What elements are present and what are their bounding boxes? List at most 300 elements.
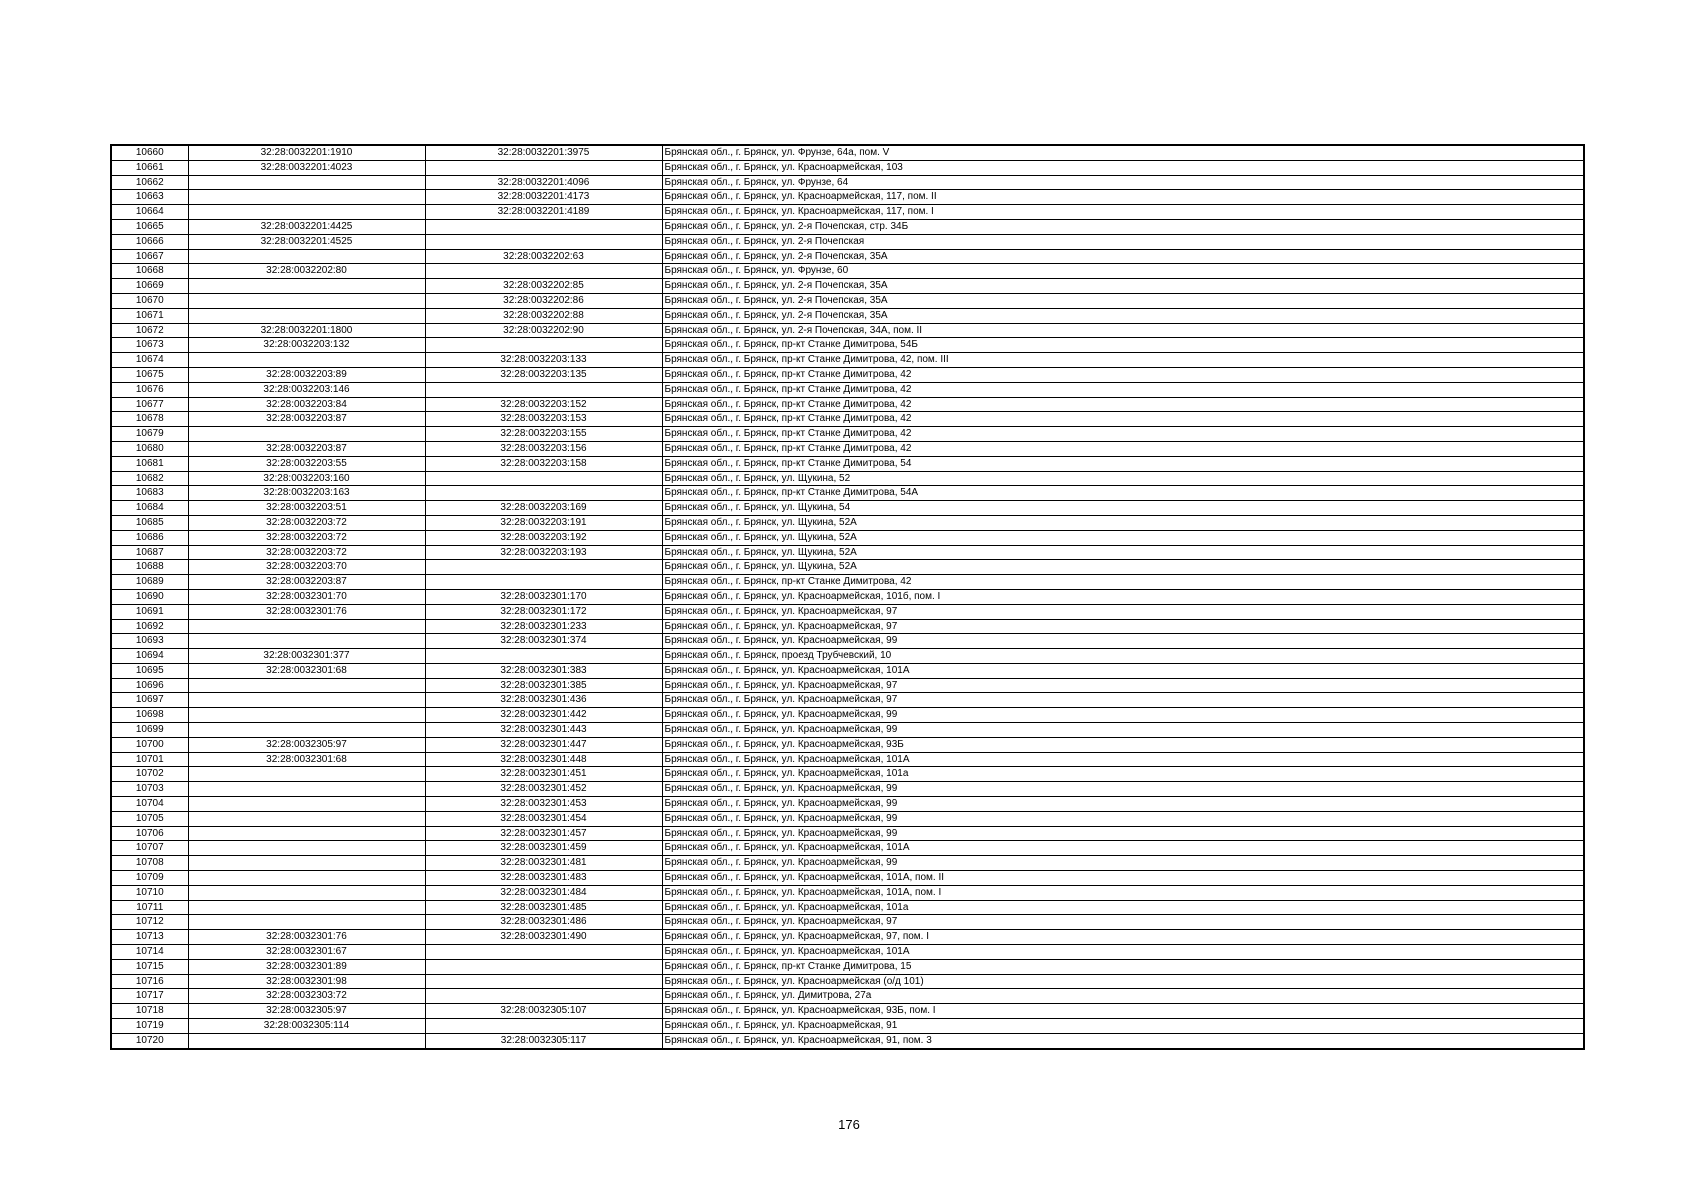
object-cadastral-number-cell: 32:28:0032301:457 [425, 826, 662, 841]
address-cell: Брянская обл., г. Брянск, ул. Фрунзе, 64 [662, 175, 1584, 190]
row-number-cell: 10682 [111, 471, 188, 486]
object-cadastral-number-cell [425, 649, 662, 664]
row-number-cell: 10707 [111, 841, 188, 856]
address-cell: Брянская обл., г. Брянск, ул. Красноармейская, 101А [662, 752, 1584, 767]
registry-table [110, 144, 1585, 1050]
table-row [111, 353, 1584, 368]
row-number-cell: 10689 [111, 575, 188, 590]
address-cell: Брянская обл., г. Брянск, ул. Красноармейская, 99 [662, 708, 1584, 723]
row-number-cell: 10665 [111, 219, 188, 234]
cadastral-number-cell: 32:28:0032203:89 [188, 367, 425, 382]
row-number-cell: 10706 [111, 826, 188, 841]
object-cadastral-number-cell: 32:28:0032203:133 [425, 353, 662, 368]
row-number-cell: 10701 [111, 752, 188, 767]
object-cadastral-number-cell: 32:28:0032301:448 [425, 752, 662, 767]
table-row [111, 826, 1584, 841]
cadastral-number-cell: 32:28:0032305:114 [188, 1019, 425, 1034]
table-row [111, 900, 1584, 915]
address-cell: Брянская обл., г. Брянск, ул. Красноармейская, 99 [662, 826, 1584, 841]
table-row [111, 175, 1584, 190]
table-row [111, 752, 1584, 767]
table-row [111, 456, 1584, 471]
row-number-cell: 10710 [111, 885, 188, 900]
table-row [111, 589, 1584, 604]
object-cadastral-number-cell: 32:28:0032203:135 [425, 367, 662, 382]
cadastral-number-cell: 32:28:0032305:97 [188, 1004, 425, 1019]
object-cadastral-number-cell: 32:28:0032301:443 [425, 723, 662, 738]
row-number-cell: 10678 [111, 412, 188, 427]
object-cadastral-number-cell: 32:28:0032201:4189 [425, 205, 662, 220]
cadastral-number-cell: 32:28:0032301:76 [188, 604, 425, 619]
address-cell: Брянская обл., г. Брянск, ул. Красноармейская, 99 [662, 723, 1584, 738]
row-number-cell: 10700 [111, 737, 188, 752]
cadastral-number-cell: 32:28:0032203:72 [188, 530, 425, 545]
address-cell: Брянская обл., г. Брянск, ул. Красноармейская, 101А [662, 663, 1584, 678]
table-row [111, 367, 1584, 382]
table-row [111, 915, 1584, 930]
address-cell: Брянская обл., г. Брянск, ул. Красноармейская, 101а [662, 767, 1584, 782]
object-cadastral-number-cell: 32:28:0032301:459 [425, 841, 662, 856]
object-cadastral-number-cell [425, 471, 662, 486]
table-row [111, 871, 1584, 886]
cadastral-number-cell [188, 915, 425, 930]
table-row [111, 649, 1584, 664]
row-number-cell: 10662 [111, 175, 188, 190]
cadastral-number-cell [188, 723, 425, 738]
address-cell: Брянская обл., г. Брянск, ул. Красноармейская, 93Б, пом. I [662, 1004, 1584, 1019]
object-cadastral-number-cell: 32:28:0032301:454 [425, 811, 662, 826]
row-number-cell: 10703 [111, 782, 188, 797]
cadastral-number-cell: 32:28:0032301:67 [188, 945, 425, 960]
object-cadastral-number-cell [425, 486, 662, 501]
address-cell: Брянская обл., г. Брянск, пр-кт Станке Димитрова, 42 [662, 427, 1584, 442]
address-cell: Брянская обл., г. Брянск, ул. Красноармейская, 101А, пом. II [662, 871, 1584, 886]
cadastral-number-cell: 32:28:0032201:1800 [188, 323, 425, 338]
row-number-cell: 10672 [111, 323, 188, 338]
object-cadastral-number-cell: 32:28:0032203:191 [425, 515, 662, 530]
registry-table-body [111, 145, 1584, 1049]
table-row [111, 205, 1584, 220]
cadastral-number-cell: 32:28:0032203:163 [188, 486, 425, 501]
row-number-cell: 10671 [111, 308, 188, 323]
cadastral-number-cell: 32:28:0032201:4425 [188, 219, 425, 234]
table-row [111, 782, 1584, 797]
object-cadastral-number-cell: 32:28:0032301:452 [425, 782, 662, 797]
cadastral-number-cell: 32:28:0032301:377 [188, 649, 425, 664]
address-cell: Брянская обл., г. Брянск, ул. 2-я Почепская, 35А [662, 249, 1584, 264]
object-cadastral-number-cell: 32:28:0032203:155 [425, 427, 662, 442]
address-cell: Брянская обл., г. Брянск, пр-кт Станке Димитрова, 54А [662, 486, 1584, 501]
cadastral-number-cell [188, 308, 425, 323]
row-number-cell: 10686 [111, 530, 188, 545]
address-cell: Брянская обл., г. Брянск, ул. Фрунзе, 60 [662, 264, 1584, 279]
table-row [111, 338, 1584, 353]
address-cell: Брянская обл., г. Брянск, пр-кт Станке Димитрова, 54 [662, 456, 1584, 471]
table-row [111, 412, 1584, 427]
object-cadastral-number-cell: 32:28:0032301:374 [425, 634, 662, 649]
cadastral-number-cell: 32:28:0032203:72 [188, 545, 425, 560]
cadastral-number-cell: 32:28:0032201:4023 [188, 160, 425, 175]
table-row [111, 811, 1584, 826]
row-number-cell: 10663 [111, 190, 188, 205]
address-cell: Брянская обл., г. Брянск, ул. Красноармейская, 97 [662, 678, 1584, 693]
address-cell: Брянская обл., г. Брянск, пр-кт Станке Димитрова, 42, пом. III [662, 353, 1584, 368]
table-row [111, 678, 1584, 693]
cadastral-number-cell: 32:28:0032203:87 [188, 575, 425, 590]
object-cadastral-number-cell [425, 560, 662, 575]
object-cadastral-number-cell [425, 264, 662, 279]
table-row [111, 1033, 1584, 1048]
table-row [111, 737, 1584, 752]
cadastral-number-cell: 32:28:0032203:55 [188, 456, 425, 471]
object-cadastral-number-cell: 32:28:0032301:383 [425, 663, 662, 678]
address-cell: Брянская обл., г. Брянск, ул. Щукина, 54 [662, 501, 1584, 516]
object-cadastral-number-cell [425, 945, 662, 960]
object-cadastral-number-cell: 32:28:0032201:3975 [425, 145, 662, 160]
address-cell: Брянская обл., г. Брянск, ул. Красноармейская, 99 [662, 811, 1584, 826]
table-row [111, 959, 1584, 974]
cadastral-number-cell [188, 619, 425, 634]
cadastral-number-cell [188, 249, 425, 264]
cadastral-number-cell [188, 708, 425, 723]
object-cadastral-number-cell: 32:28:0032301:484 [425, 885, 662, 900]
row-number-cell: 10713 [111, 930, 188, 945]
cadastral-number-cell [188, 811, 425, 826]
address-cell: Брянская обл., г. Брянск, ул. Красноармейская, 101А [662, 841, 1584, 856]
row-number-cell: 10679 [111, 427, 188, 442]
cadastral-number-cell [188, 871, 425, 886]
cadastral-number-cell [188, 190, 425, 205]
row-number-cell: 10666 [111, 234, 188, 249]
cadastral-number-cell: 32:28:0032201:4525 [188, 234, 425, 249]
table-row [111, 382, 1584, 397]
address-cell: Брянская обл., г. Брянск, ул. Щукина, 52А [662, 515, 1584, 530]
address-cell: Брянская обл., г. Брянск, проезд Трубчевский, 10 [662, 649, 1584, 664]
object-cadastral-number-cell: 32:28:0032301:481 [425, 856, 662, 871]
table-row [111, 501, 1584, 516]
row-number-cell: 10660 [111, 145, 188, 160]
table-row [111, 1019, 1584, 1034]
table-row [111, 249, 1584, 264]
address-cell: Брянская обл., г. Брянск, ул. Красноармейская, 97 [662, 693, 1584, 708]
cadastral-number-cell: 32:28:0032301:68 [188, 752, 425, 767]
address-cell: Брянская обл., г. Брянск, ул. 2-я Почепская, стр. 34Б [662, 219, 1584, 234]
row-number-cell: 10685 [111, 515, 188, 530]
table-row [111, 145, 1584, 160]
row-number-cell: 10708 [111, 856, 188, 871]
row-number-cell: 10715 [111, 959, 188, 974]
object-cadastral-number-cell: 32:28:0032301:172 [425, 604, 662, 619]
table-row [111, 234, 1584, 249]
address-cell: Брянская обл., г. Брянск, ул. Красноармейская, 93Б [662, 737, 1584, 752]
table-row [111, 397, 1584, 412]
row-number-cell: 10695 [111, 663, 188, 678]
table-row [111, 974, 1584, 989]
row-number-cell: 10692 [111, 619, 188, 634]
table-row [111, 515, 1584, 530]
row-number-cell: 10673 [111, 338, 188, 353]
row-number-cell: 10683 [111, 486, 188, 501]
row-number-cell: 10670 [111, 293, 188, 308]
address-cell: Брянская обл., г. Брянск, пр-кт Станке Димитрова, 42 [662, 441, 1584, 456]
table-row [111, 486, 1584, 501]
object-cadastral-number-cell: 32:28:0032203:153 [425, 412, 662, 427]
object-cadastral-number-cell [425, 575, 662, 590]
table-row [111, 841, 1584, 856]
row-number-cell: 10716 [111, 974, 188, 989]
table-row [111, 264, 1584, 279]
table-row [111, 634, 1584, 649]
cadastral-number-cell [188, 353, 425, 368]
row-number-cell: 10691 [111, 604, 188, 619]
row-number-cell: 10661 [111, 160, 188, 175]
object-cadastral-number-cell: 32:28:0032301:447 [425, 737, 662, 752]
cadastral-number-cell [188, 175, 425, 190]
row-number-cell: 10676 [111, 382, 188, 397]
address-cell: Брянская обл., г. Брянск, пр-кт Станке Димитрова, 42 [662, 412, 1584, 427]
cadastral-number-cell [188, 634, 425, 649]
row-number-cell: 10719 [111, 1019, 188, 1034]
address-cell: Брянская обл., г. Брянск, ул. 2-я Почепская, 35А [662, 279, 1584, 294]
cadastral-number-cell: 32:28:0032305:97 [188, 737, 425, 752]
object-cadastral-number-cell: 32:28:0032202:63 [425, 249, 662, 264]
page-number: 176 [838, 1117, 860, 1132]
row-number-cell: 10694 [111, 649, 188, 664]
row-number-cell: 10677 [111, 397, 188, 412]
cadastral-number-cell [188, 826, 425, 841]
object-cadastral-number-cell: 32:28:0032301:233 [425, 619, 662, 634]
address-cell: Брянская обл., г. Брянск, ул. Щукина, 52 [662, 471, 1584, 486]
row-number-cell: 10693 [111, 634, 188, 649]
cadastral-number-cell: 32:28:0032203:132 [188, 338, 425, 353]
cadastral-number-cell: 32:28:0032203:146 [188, 382, 425, 397]
table-row [111, 293, 1584, 308]
address-cell: Брянская обл., г. Брянск, ул. Красноармейская (о/д 101) [662, 974, 1584, 989]
address-cell: Брянская обл., г. Брянск, ул. Красноармейская, 97 [662, 619, 1584, 634]
cadastral-number-cell: 32:28:0032202:80 [188, 264, 425, 279]
cadastral-number-cell [188, 293, 425, 308]
table-row [111, 885, 1584, 900]
address-cell: Брянская обл., г. Брянск, пр-кт Станке Димитрова, 42 [662, 367, 1584, 382]
address-cell: Брянская обл., г. Брянск, ул. Щукина, 52А [662, 530, 1584, 545]
address-cell: Брянская обл., г. Брянск, ул. Димитрова, 27а [662, 989, 1584, 1004]
address-cell: Брянская обл., г. Брянск, ул. Красноармейская, 91, пом. 3 [662, 1033, 1584, 1048]
address-cell: Брянская обл., г. Брянск, ул. Фрунзе, 64а, пом. V [662, 145, 1584, 160]
table-row [111, 723, 1584, 738]
table-row [111, 308, 1584, 323]
object-cadastral-number-cell: 32:28:0032201:4173 [425, 190, 662, 205]
cadastral-number-cell: 32:28:0032203:84 [188, 397, 425, 412]
row-number-cell: 10681 [111, 456, 188, 471]
address-cell: Брянская обл., г. Брянск, ул. Красноармейская, 101а [662, 900, 1584, 915]
address-cell: Брянская обл., г. Брянск, пр-кт Станке Димитрова, 15 [662, 959, 1584, 974]
row-number-cell: 10699 [111, 723, 188, 738]
address-cell: Брянская обл., г. Брянск, пр-кт Станке Димитрова, 42 [662, 397, 1584, 412]
object-cadastral-number-cell: 32:28:0032301:451 [425, 767, 662, 782]
table-row [111, 693, 1584, 708]
object-cadastral-number-cell: 32:28:0032202:88 [425, 308, 662, 323]
table-row [111, 160, 1584, 175]
cadastral-number-cell [188, 693, 425, 708]
row-number-cell: 10714 [111, 945, 188, 960]
address-cell: Брянская обл., г. Брянск, ул. Красноармейская, 97 [662, 604, 1584, 619]
address-cell: Брянская обл., г. Брянск, ул. 2-я Почепская, 35А [662, 293, 1584, 308]
row-number-cell: 10669 [111, 279, 188, 294]
address-cell: Брянская обл., г. Брянск, ул. Красноармейская, 101А, пом. I [662, 885, 1584, 900]
object-cadastral-number-cell [425, 234, 662, 249]
table-row [111, 945, 1584, 960]
address-cell: Брянская обл., г. Брянск, ул. Щукина, 52А [662, 545, 1584, 560]
object-cadastral-number-cell: 32:28:0032203:192 [425, 530, 662, 545]
table-row [111, 530, 1584, 545]
row-number-cell: 10704 [111, 797, 188, 812]
cadastral-number-cell: 32:28:0032201:1910 [188, 145, 425, 160]
object-cadastral-number-cell: 32:28:0032301:485 [425, 900, 662, 915]
address-cell: Брянская обл., г. Брянск, ул. Красноармейская, 91 [662, 1019, 1584, 1034]
cadastral-number-cell [188, 678, 425, 693]
row-number-cell: 10664 [111, 205, 188, 220]
table-row [111, 427, 1584, 442]
object-cadastral-number-cell [425, 959, 662, 974]
cadastral-number-cell [188, 767, 425, 782]
object-cadastral-number-cell [425, 1019, 662, 1034]
cadastral-number-cell [188, 885, 425, 900]
row-number-cell: 10680 [111, 441, 188, 456]
object-cadastral-number-cell: 32:28:0032203:193 [425, 545, 662, 560]
row-number-cell: 10718 [111, 1004, 188, 1019]
object-cadastral-number-cell: 32:28:0032301:490 [425, 930, 662, 945]
cadastral-number-cell [188, 841, 425, 856]
object-cadastral-number-cell: 32:28:0032203:158 [425, 456, 662, 471]
address-cell: Брянская обл., г. Брянск, ул. Красноармейская, 97, пом. I [662, 930, 1584, 945]
object-cadastral-number-cell: 32:28:0032301:453 [425, 797, 662, 812]
object-cadastral-number-cell: 32:28:0032202:86 [425, 293, 662, 308]
table-row [111, 1004, 1584, 1019]
cadastral-number-cell [188, 1033, 425, 1048]
cadastral-number-cell [188, 427, 425, 442]
cadastral-number-cell [188, 797, 425, 812]
cadastral-number-cell [188, 900, 425, 915]
object-cadastral-number-cell [425, 160, 662, 175]
address-cell: Брянская обл., г. Брянск, ул. Красноармейская, 103 [662, 160, 1584, 175]
row-number-cell: 10709 [111, 871, 188, 886]
row-number-cell: 10705 [111, 811, 188, 826]
object-cadastral-number-cell: 32:28:0032301:483 [425, 871, 662, 886]
address-cell: Брянская обл., г. Брянск, ул. Красноармейская, 117, пом. I [662, 205, 1584, 220]
table-row [111, 441, 1584, 456]
row-number-cell: 10690 [111, 589, 188, 604]
address-cell: Брянская обл., г. Брянск, пр-кт Станке Димитрова, 54Б [662, 338, 1584, 353]
address-cell: Брянская обл., г. Брянск, ул. 2-я Почепская, 34А, пом. II [662, 323, 1584, 338]
row-number-cell: 10674 [111, 353, 188, 368]
row-number-cell: 10697 [111, 693, 188, 708]
cadastral-number-cell: 32:28:0032301:70 [188, 589, 425, 604]
row-number-cell: 10667 [111, 249, 188, 264]
row-number-cell: 10675 [111, 367, 188, 382]
row-number-cell: 10668 [111, 264, 188, 279]
cadastral-number-cell: 32:28:0032301:68 [188, 663, 425, 678]
row-number-cell: 10702 [111, 767, 188, 782]
address-cell: Брянская обл., г. Брянск, ул. Щукина, 52А [662, 560, 1584, 575]
address-cell: Брянская обл., г. Брянск, ул. Красноармейская, 97 [662, 915, 1584, 930]
object-cadastral-number-cell: 32:28:0032301:436 [425, 693, 662, 708]
address-cell: Брянская обл., г. Брянск, ул. Красноармейская, 99 [662, 797, 1584, 812]
cadastral-number-cell: 32:28:0032203:51 [188, 501, 425, 516]
row-number-cell: 10698 [111, 708, 188, 723]
address-cell: Брянская обл., г. Брянск, ул. Красноармейская, 117, пом. II [662, 190, 1584, 205]
cadastral-number-cell: 32:28:0032303:72 [188, 989, 425, 1004]
row-number-cell: 10687 [111, 545, 188, 560]
object-cadastral-number-cell [425, 219, 662, 234]
row-number-cell: 10688 [111, 560, 188, 575]
object-cadastral-number-cell [425, 974, 662, 989]
table-row [111, 619, 1584, 634]
table-row [111, 219, 1584, 234]
row-number-cell: 10717 [111, 989, 188, 1004]
object-cadastral-number-cell [425, 382, 662, 397]
table-row [111, 930, 1584, 945]
table-row [111, 767, 1584, 782]
cadastral-number-cell: 32:28:0032203:72 [188, 515, 425, 530]
table-row [111, 560, 1584, 575]
row-number-cell: 10711 [111, 900, 188, 915]
address-cell: Брянская обл., г. Брянск, ул. Красноармейская, 99 [662, 782, 1584, 797]
table-row [111, 471, 1584, 486]
cadastral-number-cell [188, 279, 425, 294]
cadastral-number-cell: 32:28:0032203:87 [188, 441, 425, 456]
row-number-cell: 10696 [111, 678, 188, 693]
address-cell: Брянская обл., г. Брянск, ул. 2-я Почепская [662, 234, 1584, 249]
table-row [111, 856, 1584, 871]
row-number-cell: 10684 [111, 501, 188, 516]
address-cell: Брянская обл., г. Брянск, пр-кт Станке Димитрова, 42 [662, 575, 1584, 590]
table-row [111, 708, 1584, 723]
table-row [111, 190, 1584, 205]
address-cell: Брянская обл., г. Брянск, ул. Красноармейская, 101б, пом. I [662, 589, 1584, 604]
cadastral-number-cell: 32:28:0032301:98 [188, 974, 425, 989]
table-row [111, 575, 1584, 590]
address-cell: Брянская обл., г. Брянск, ул. Красноармейская, 99 [662, 856, 1584, 871]
object-cadastral-number-cell [425, 989, 662, 1004]
table-row [111, 604, 1584, 619]
cadastral-number-cell: 32:28:0032203:70 [188, 560, 425, 575]
address-cell: Брянская обл., г. Брянск, ул. Красноармейская, 99 [662, 634, 1584, 649]
cadastral-number-cell: 32:28:0032301:76 [188, 930, 425, 945]
object-cadastral-number-cell: 32:28:0032203:169 [425, 501, 662, 516]
object-cadastral-number-cell: 32:28:0032301:442 [425, 708, 662, 723]
cadastral-number-cell [188, 856, 425, 871]
object-cadastral-number-cell: 32:28:0032305:117 [425, 1033, 662, 1048]
cadastral-number-cell: 32:28:0032203:160 [188, 471, 425, 486]
object-cadastral-number-cell: 32:28:0032305:107 [425, 1004, 662, 1019]
object-cadastral-number-cell: 32:28:0032203:152 [425, 397, 662, 412]
object-cadastral-number-cell [425, 338, 662, 353]
row-number-cell: 10720 [111, 1033, 188, 1048]
table-row [111, 279, 1584, 294]
object-cadastral-number-cell: 32:28:0032203:156 [425, 441, 662, 456]
cadastral-number-cell [188, 205, 425, 220]
address-cell: Брянская обл., г. Брянск, ул. 2-я Почепская, 35А [662, 308, 1584, 323]
address-cell: Брянская обл., г. Брянск, пр-кт Станке Димитрова, 42 [662, 382, 1584, 397]
object-cadastral-number-cell: 32:28:0032202:90 [425, 323, 662, 338]
table-row [111, 797, 1584, 812]
table-row [111, 545, 1584, 560]
cadastral-number-cell: 32:28:0032203:87 [188, 412, 425, 427]
address-cell: Брянская обл., г. Брянск, ул. Красноармейская, 101А [662, 945, 1584, 960]
row-number-cell: 10712 [111, 915, 188, 930]
object-cadastral-number-cell: 32:28:0032301:486 [425, 915, 662, 930]
cadastral-number-cell [188, 782, 425, 797]
